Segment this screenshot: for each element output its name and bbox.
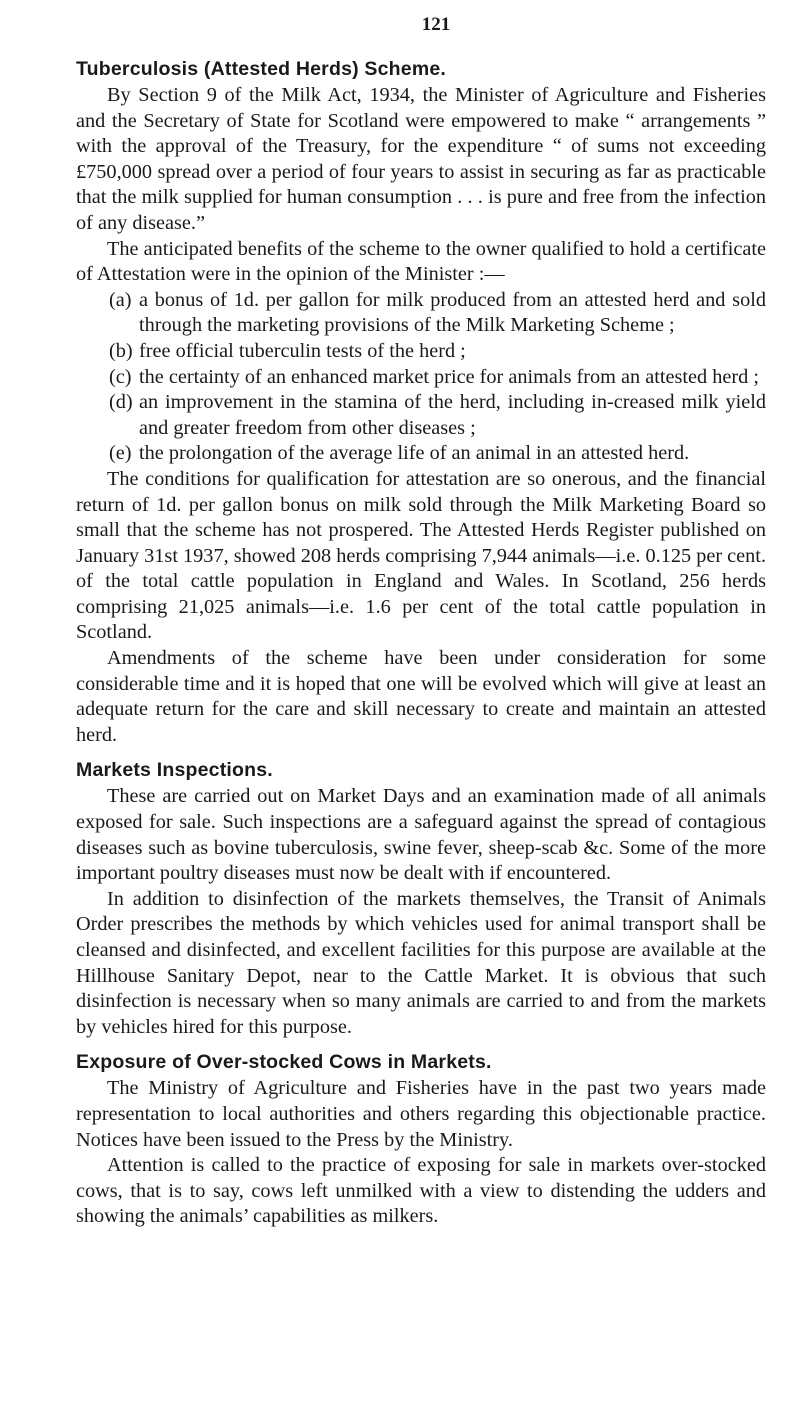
section-tuberculosis-scheme: [76, 56, 766, 748]
section-heading: Tuberculosis (Attested Herds) Scheme.: [76, 58, 447, 80]
paragraph: The Ministry of Agriculture and Fisheries have in the past two years made representation to local authorities and others regarding this objectionable practice. Notices have been issued to the Press by the Ministry.: [76, 1077, 766, 1151]
list-item-text: free official tuberculin tests of the herd ;: [139, 339, 466, 362]
list-marker: (d): [109, 391, 133, 414]
section-over-stocked-cows: [76, 1049, 766, 1230]
list-item-text: the prolongation of the average life of an animal in an attested herd.: [139, 442, 690, 465]
list-marker: (e): [109, 442, 132, 465]
paragraph: Amendments of the scheme have been under consideration for some considerable time and it is hoped that one will be evolved which will give at least an adequate return for the care and skill necessary to create and maintain an attested herd.: [76, 647, 766, 746]
page-number: 121: [421, 14, 451, 35]
list-item: [109, 365, 766, 391]
list-marker: (a): [109, 288, 132, 311]
list-item-text: the certainty of an enhanced market price for animals from an attested herd ;: [139, 365, 759, 388]
paragraph: Attention is called to the practice of exposing for sale in markets over-stocked cows, that is to say, cows left unmilked with a view to distending the udders and showing the animals’ capabilities as milkers.: [76, 1154, 766, 1228]
paragraph: The conditions for qualification for attestation are so onerous, and the financial return of 1d. per gallon bonus on milk sold through the Milk Marketing Board so small that the scheme has not prospered. The Attested Herds Register published on January 31st 1937, showed 208 herds comprising 7,944 animals—i.e. 0.125 per cent. of the total cattle population in England and Wales. In Scotland, 256 herds comprising 21,025 animals—i.e. 1.6 per cent of the total cattle population in Scotland.: [76, 467, 767, 644]
section-heading: Exposure of Over-stocked Cows in Markets.: [76, 1051, 492, 1074]
benefits-list: [76, 288, 766, 467]
list-marker: (b): [109, 339, 133, 362]
list-item: [109, 441, 766, 467]
list-item-text: a bonus of 1d. per gallon for milk produced from an attested herd and sold through the marketing provisions of the Milk Marketing Scheme ;: [139, 288, 766, 337]
paragraph: In addition to disinfection of the markets themselves, the Transit of Animals Order prescribes the methods by which vehicles used for animal transport shall be cleansed and disinfected, and excellent facilities for this purpose are available at the Hillhouse Sanitary Depot, near to the Cattle Market. It is obvious that such disinfection is necessary when so many animals are carried to and from the markets by vehicles hired for this purpose.: [76, 887, 766, 1038]
list-item: [109, 288, 766, 339]
paragraph: The anticipated benefits of the scheme to the owner qualified to hold a certificate of Attestation were in the opinion of the Minister :—: [76, 237, 766, 286]
section-heading: Markets Inspections.: [76, 759, 273, 782]
list-item-text: an improvement in the stamina of the herd, including in-creased milk yield and greater freedom from other diseases ;: [139, 391, 766, 439]
section-markets-inspections: [76, 757, 766, 1040]
paragraph: By Section 9 of the Milk Act, 1934, the Minister of Agriculture and Fisheries and the Secretary of State for Scotland were empowered to make “ arrangements ” with the approval of the Treasury, for the expenditure “ of sums not exceeding £750,000 spread over a period of four years to assist in securing as far as practicable that the milk supplied for human consumption . . . is pure and free from the infection of any disease.”: [76, 84, 766, 234]
list-marker: (c): [109, 365, 132, 388]
paragraph: These are carried out on Market Days and an examination made of all animals exposed for sale. Such inspections are a safeguard against the spread of contagious diseases such as bovine tuberculosis, swine fever, sheep-scab &c. Some of the more important poultry diseases must now be dealt with if encountered.: [76, 785, 766, 885]
list-item: [109, 339, 766, 365]
list-item: [109, 390, 766, 441]
